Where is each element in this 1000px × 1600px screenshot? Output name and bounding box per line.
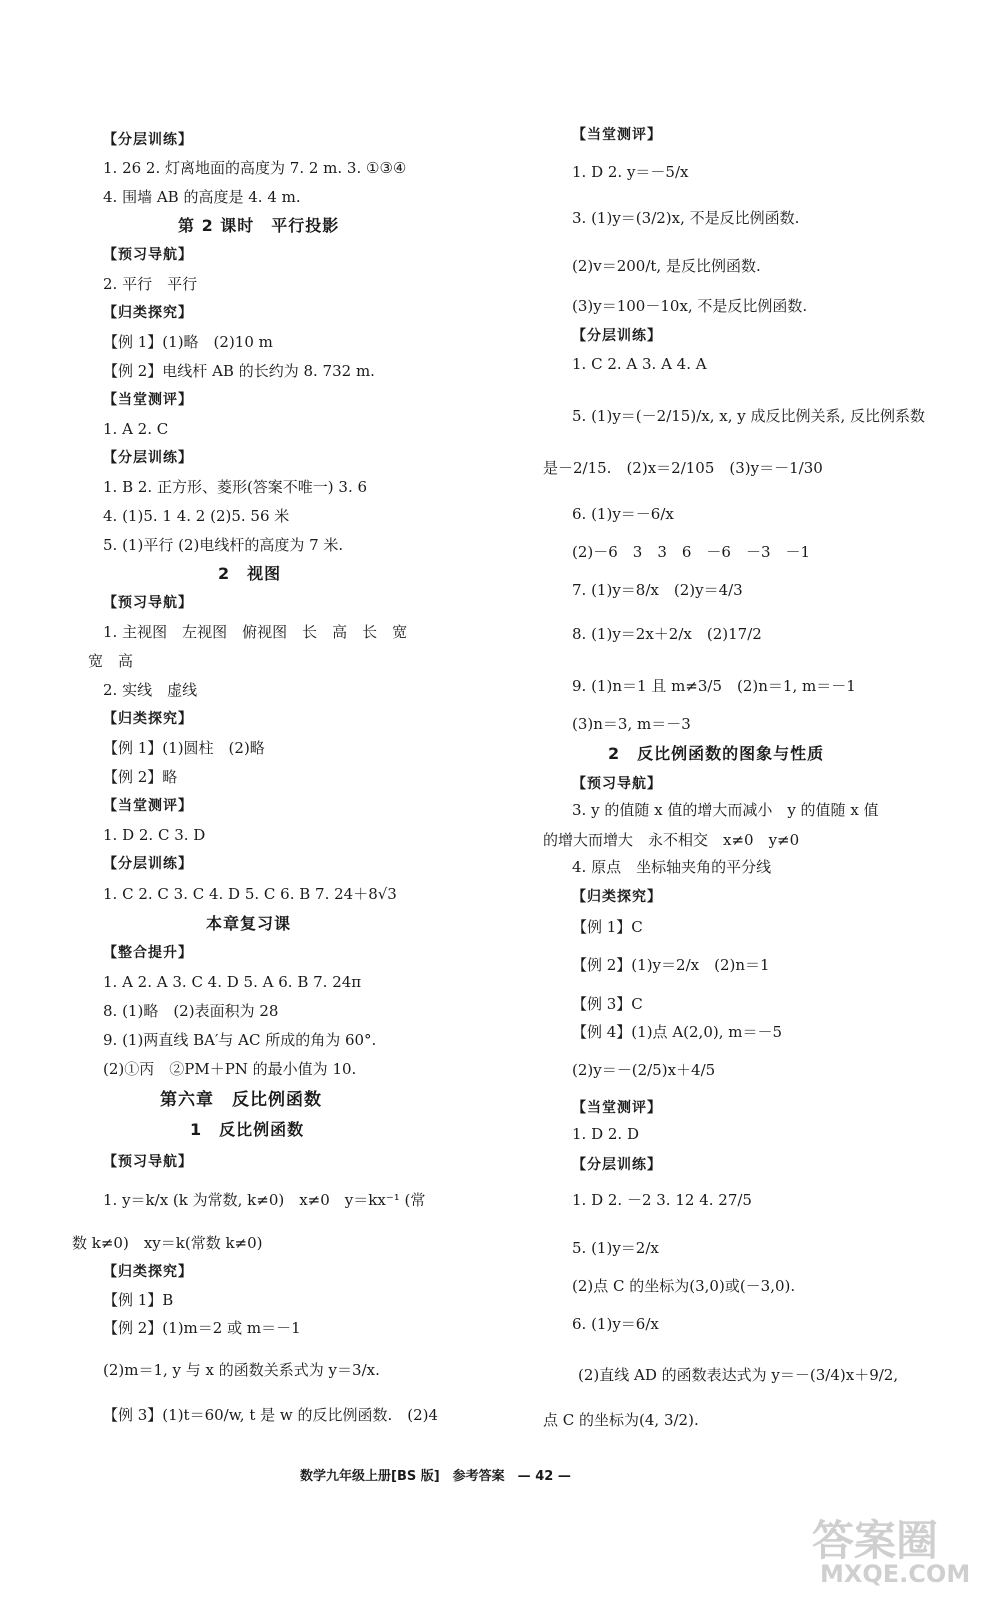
section-header: 【当堂测评】 [572,127,662,143]
answer-line: 9. (1)两直线 BA′与 AC 所成的角为 60°. [103,1031,377,1049]
section-title: 第 2 课时 平行投影 [178,216,340,235]
answer-line: 1. A 2. A 3. C 4. D 5. A 6. B 7. 24π [103,973,362,991]
answer-line: (2)v＝200/t, 是反比例函数. [572,257,761,275]
section-header: 【分层训练】 [103,132,193,148]
section-title: 2 视图 [218,564,282,583]
answer-line: 【例 1】B [103,1291,174,1309]
watermark-line1: 答案圈 [812,1516,939,1565]
answer-line: (3)n＝3, m＝－3 [572,715,691,733]
answer-line: 3. y 的值随 x 值的增大而减小 y 的值随 x 值 [572,801,879,819]
section-header: 【当堂测评】 [103,392,193,408]
section-title: 2 反比例函数的图象与性质 [608,744,825,763]
answer-line: 5. (1)y＝(－2/15)/x, x, y 成反比例关系, 反比例系数 [572,407,926,425]
answer-line: 1. 26 2. 灯离地面的高度为 7. 2 m. 3. ①③④ [103,159,407,177]
answer-line: 1. y＝k/x (k 为常数, k≠0) x≠0 y＝kx⁻¹ (常 [103,1191,426,1209]
section-title: 第六章 反比例函数 [160,1090,322,1110]
section-header: 【归类探究】 [103,711,193,727]
answer-line: 8. (1)y＝2x＋2/x (2)17/2 [572,625,762,643]
answer-line: 6. (1)y＝6/x [572,1315,659,1333]
section-header: 【分层训练】 [572,1157,662,1173]
answer-line: 是－2/15. (2)x＝2/105 (3)y＝－1/30 [543,459,823,477]
answer-line: 【例 2】(1)y＝2/x (2)n＝1 [572,956,770,974]
answer-line: 4. 原点 坐标轴夹角的平分线 [572,858,772,876]
section-header: 【分层训练】 [572,328,662,344]
section-header: 【归类探究】 [572,889,662,905]
section-header: 【预习导航】 [103,595,193,611]
section-header: 【预习导航】 [103,247,193,263]
answer-line: 【例 4】(1)点 A(2,0), m＝－5 [572,1023,783,1041]
answer-line: 1. D 2. C 3. D [103,826,206,844]
answer-line: (2)①丙 ②PM＋PN 的最小值为 10. [103,1060,357,1078]
answer-line: (2)y＝－(2/5)x＋4/5 [572,1061,716,1079]
answer-line: 2. 实线 虚线 [103,681,198,699]
answer-line: 5. (1)平行 (2)电线杆的高度为 7 米. [103,536,344,554]
section-title: 1 反比例函数 [190,1120,305,1139]
answer-line: 数 k≠0) xy＝k(常数 k≠0) [72,1234,263,1252]
answer-line: 1. C 2. A 3. A 4. A [572,355,707,373]
answer-line: 7. (1)y＝8/x (2)y＝4/3 [572,581,743,599]
answer-line: 【例 1】C [572,918,643,936]
answer-line: 5. (1)y＝2/x [572,1239,659,1257]
answer-line: (2)直线 AD 的函数表达式为 y＝－(3/4)x＋9/2, [578,1366,899,1384]
answer-line: (3)y＝100－10x, 不是反比例函数. [572,297,808,315]
answer-line: 【例 2】电线杆 AB 的长约为 8. 732 m. [103,362,375,380]
section-header: 【归类探究】 [103,1264,193,1280]
answer-line: 【例 1】(1)圆柱 (2)略 [103,739,265,757]
section-header: 【当堂测评】 [103,798,193,814]
section-header: 【整合提升】 [103,945,193,961]
answer-line: 9. (1)n＝1 且 m≠3/5 (2)n＝1, m＝－1 [572,677,856,695]
answer-line: 1. A 2. C [103,420,169,438]
section-header: 【归类探究】 [103,305,193,321]
answer-line: 2. 平行 平行 [103,275,198,293]
answer-line: 点 C 的坐标为(4, 3/2). [543,1411,699,1429]
answer-line: 【例 2】略 [103,768,178,786]
section-header: 【当堂测评】 [572,1100,662,1116]
watermark-logo [812,1508,982,1593]
answer-line: 8. (1)略 (2)表面积为 28 [103,1002,279,1020]
answer-line: 的增大而增大 永不相交 x≠0 y≠0 [543,831,800,849]
answer-line: 1. D 2. y＝－5/x [572,163,689,181]
section-header: 【分层训练】 [103,856,193,872]
answer-line: (2)点 C 的坐标为(3,0)或(－3,0). [572,1277,796,1295]
answer-line: 【例 3】C [572,995,643,1013]
answer-line: 3. (1)y＝(3/2)x, 不是反比例函数. [572,209,800,227]
watermark-line2: MXQE.COM [820,1560,971,1588]
section-title: 本章复习课 [206,914,292,933]
answer-line: 1. D 2. D [572,1125,639,1143]
answer-line: 4. 围墙 AB 的高度是 4. 4 m. [103,188,301,206]
answer-line: (2)m＝1, y 与 x 的函数关系式为 y＝3/x. [103,1361,380,1379]
answer-line: 1. B 2. 正方形、菱形(答案不唯一) 3. 6 [103,478,368,496]
answer-line: 1. D 2. －2 3. 12 4. 27/5 [572,1191,752,1209]
answer-line: 宽 高 [88,652,134,670]
answer-line: 1. C 2. C 3. C 4. D 5. C 6. B 7. 24＋8√3 [103,885,397,903]
answer-line: 【例 2】(1)m＝2 或 m＝－1 [103,1319,301,1337]
section-header: 【预习导航】 [103,1154,193,1170]
section-header: 【预习导航】 [572,776,662,792]
answer-line: (2)－6 3 3 6 －6 －3 －1 [572,543,811,561]
answer-line: 6. (1)y＝－6/x [572,505,674,523]
page-footer: 数学九年级上册[BS 版] 参考答案 — 42 — [300,1469,571,1484]
answer-line: 1. 主视图 左视图 俯视图 长 高 长 宽 [103,623,408,641]
section-header: 【分层训练】 [103,450,193,466]
answer-line: 4. (1)5. 1 4. 2 (2)5. 56 米 [103,507,290,525]
answer-line: 【例 1】(1)略 (2)10 m [103,333,273,351]
answer-line: 【例 3】(1)t＝60/w, t 是 w 的反比例函数. (2)4 [103,1406,439,1424]
